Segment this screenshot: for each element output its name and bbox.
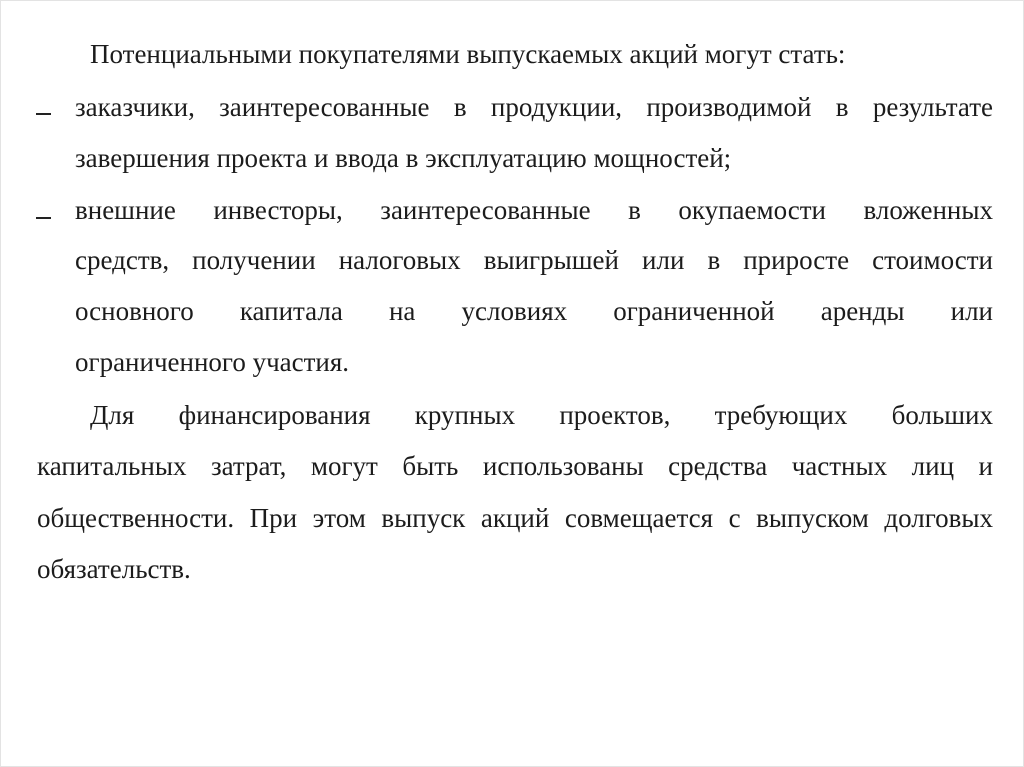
dash-bullet-icon [36,113,51,115]
bullet-1-line-1: заказчики, заинтересованные в продукции, производимой в результате [75,92,993,122]
paragraph-line-3: общественности. При этом выпуск акций совмещается с выпуском долговых [37,503,993,533]
paragraph-line-4: обязательств. [37,554,191,584]
bullet-2-line-4: ограниченного участия. [75,347,350,377]
dash-bullet-icon [36,217,51,219]
intro-text: Потенциальными покупателями выпускаемых акций могут стать: [90,39,846,69]
bullet-1-line-2: завершения проекта и ввода в эксплуатацию мощностей; [75,143,732,173]
bullet-2-line-3: основного капитала на условиях ограниченной аренды или [75,296,993,326]
bullet-2-line-1: внешние инвесторы, заинтересованные в окупаемости вложенных [75,195,993,225]
paragraph-line-2: капитальных затрат, могут быть использованы средства частных лиц и [37,451,993,481]
paragraph-line-1: Для финансирования крупных проектов, требующих больших [90,400,993,430]
bullet-2-line-2: средств, получении налоговых выигрышей или в приросте стоимости [75,245,993,275]
